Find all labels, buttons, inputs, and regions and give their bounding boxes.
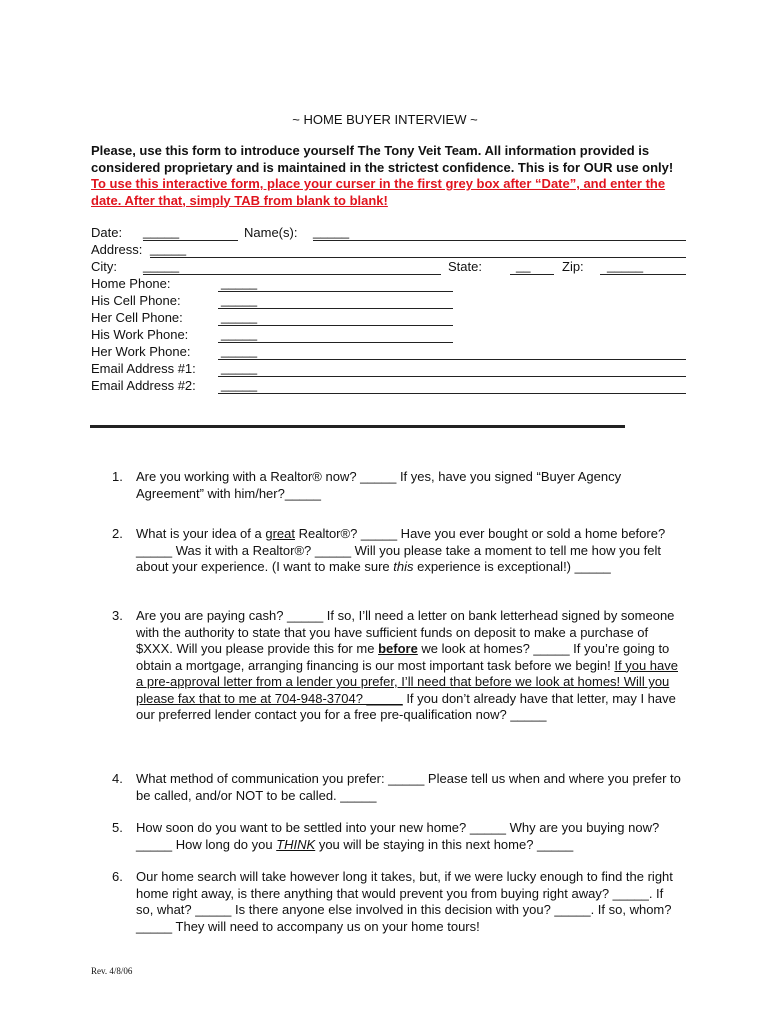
city-field[interactable]: _____ (143, 258, 180, 273)
intro-bold-text: Please, use this form to introduce yourself The Tony Veit Team. All information provided is considered proprietary and is maintained in the strictest confidence. This is for OUR use only! (91, 143, 674, 175)
question-number: 4. (112, 771, 123, 786)
email1-field[interactable]: _____ (221, 360, 258, 375)
question-number: 3. (112, 608, 123, 623)
state-underline (510, 274, 554, 275)
his-work-label: His Work Phone: (91, 327, 189, 342)
question-number: 2. (112, 526, 123, 541)
question-text (136, 820, 684, 853)
state-label: State: (448, 259, 482, 274)
question-text: Are you working with a Realtor® now? _____ If yes, have you signed “Buyer Agency Agreement” with him/her?_____ (136, 469, 622, 501)
q3-text-b: we look at homes? _____ If you’re going to obtain a mortgage, arranging financing is our most important task before we begin! (136, 641, 670, 673)
her-work-label: Her Work Phone: (91, 344, 191, 359)
his-cell-label: His Cell Phone: (91, 293, 181, 308)
address-label: Address: (91, 242, 143, 257)
city-label: City: (91, 259, 117, 274)
home-phone-field[interactable]: _____ (221, 275, 258, 290)
q3-text-c: If you don’t already have that letter, may I have our preferred lender contact you for a free pre-qualification now? _____ (136, 690, 676, 722)
question-text (136, 608, 684, 724)
question-number: 5. (112, 820, 123, 835)
her-work-underline (218, 359, 686, 360)
question-number: 1. (112, 469, 123, 484)
q5-emphasis-think: THINK (276, 836, 316, 852)
q2-text-b: Realtor®? _____ Have you ever bought or sold a home before? _____ Was it with a Realtor®? _____ Will you please take a moment to tell me how you felt about your experience. (I want to make sure (136, 526, 666, 574)
zip-field[interactable]: _____ (607, 258, 644, 273)
q2-text-a: What is your idea of a (136, 526, 266, 541)
home-phone-label: Home Phone: (91, 276, 171, 291)
address-field[interactable]: _____ (150, 241, 187, 256)
her-cell-field[interactable]: _____ (221, 309, 258, 324)
his-cell-field[interactable]: _____ (221, 292, 258, 307)
intro-paragraph (91, 143, 691, 209)
state-field[interactable]: __ (516, 258, 531, 273)
email1-label: Email Address #1: (91, 361, 196, 376)
q2-text-c: experience is exceptional!) _____ (413, 559, 611, 574)
question-text: What method of communication you prefer: _____ Please tell us when and where you prefer to be called, and/or NOT to be called. _____ (136, 771, 681, 803)
email2-underline (218, 393, 686, 394)
email1-underline (218, 376, 686, 377)
zip-underline (600, 274, 686, 275)
q2-emphasis-great: great (265, 526, 295, 541)
her-cell-label: Her Cell Phone: (91, 310, 183, 325)
q3-underlined-request: If you have a pre-approval letter from a lender you prefer, I’ll need that before we look at homes! Will you please fax that to me at 704-948-3704? _____ (136, 657, 678, 706)
date-label: Date: (91, 225, 123, 240)
names-underline (313, 240, 686, 241)
question-text (136, 526, 684, 576)
email2-label: Email Address #2: (91, 378, 196, 393)
page-title: ~ HOME BUYER INTERVIEW ~ (292, 112, 478, 127)
section-divider (90, 425, 625, 428)
address-underline (150, 257, 686, 258)
q2-emphasis-this: this (393, 559, 414, 574)
q3-emphasis-before: before (378, 641, 418, 656)
her-work-field[interactable]: _____ (221, 343, 258, 358)
zip-label: Zip: (562, 259, 584, 274)
date-field[interactable]: _____ (143, 224, 180, 239)
q3-text-a: Are you are paying cash? _____ If so, I’ll need a letter on bank letterhead signed by someone with the authority to state that you have sufficient funds on deposit to make a purchase of $XXX. Will you please provide this for me (136, 608, 675, 656)
intro-instruction-text: To use this interactive form, place your curser in the first grey box after “Date”, and enter the date. After that, simply TAB from blank to blank! (91, 176, 666, 208)
city-underline (143, 274, 441, 275)
q5-text-b: you will be staying in this next home? _____ (315, 836, 574, 852)
question-number: 6. (112, 869, 123, 884)
email2-field[interactable]: _____ (221, 377, 258, 392)
names-field[interactable]: _____ (313, 224, 350, 239)
names-label: Name(s): (244, 225, 298, 240)
his-work-field[interactable]: _____ (221, 326, 258, 341)
q5-text-a: How soon do you want to be settled into your new home? _____ Why are you buying now? _____ How long do you (136, 820, 660, 852)
revision-footer: Rev. 4/8/06 (91, 966, 133, 976)
question-text: Our home search will take however long it takes, but, if we were lucky enough to find the right home right away, is there anything that would prevent you from buying right away? _____. If so, what? _____ Is there anyone else involved in this decision with you? _____. If so, whom? _____ They will need to accompany us on your home tours! (136, 869, 673, 934)
